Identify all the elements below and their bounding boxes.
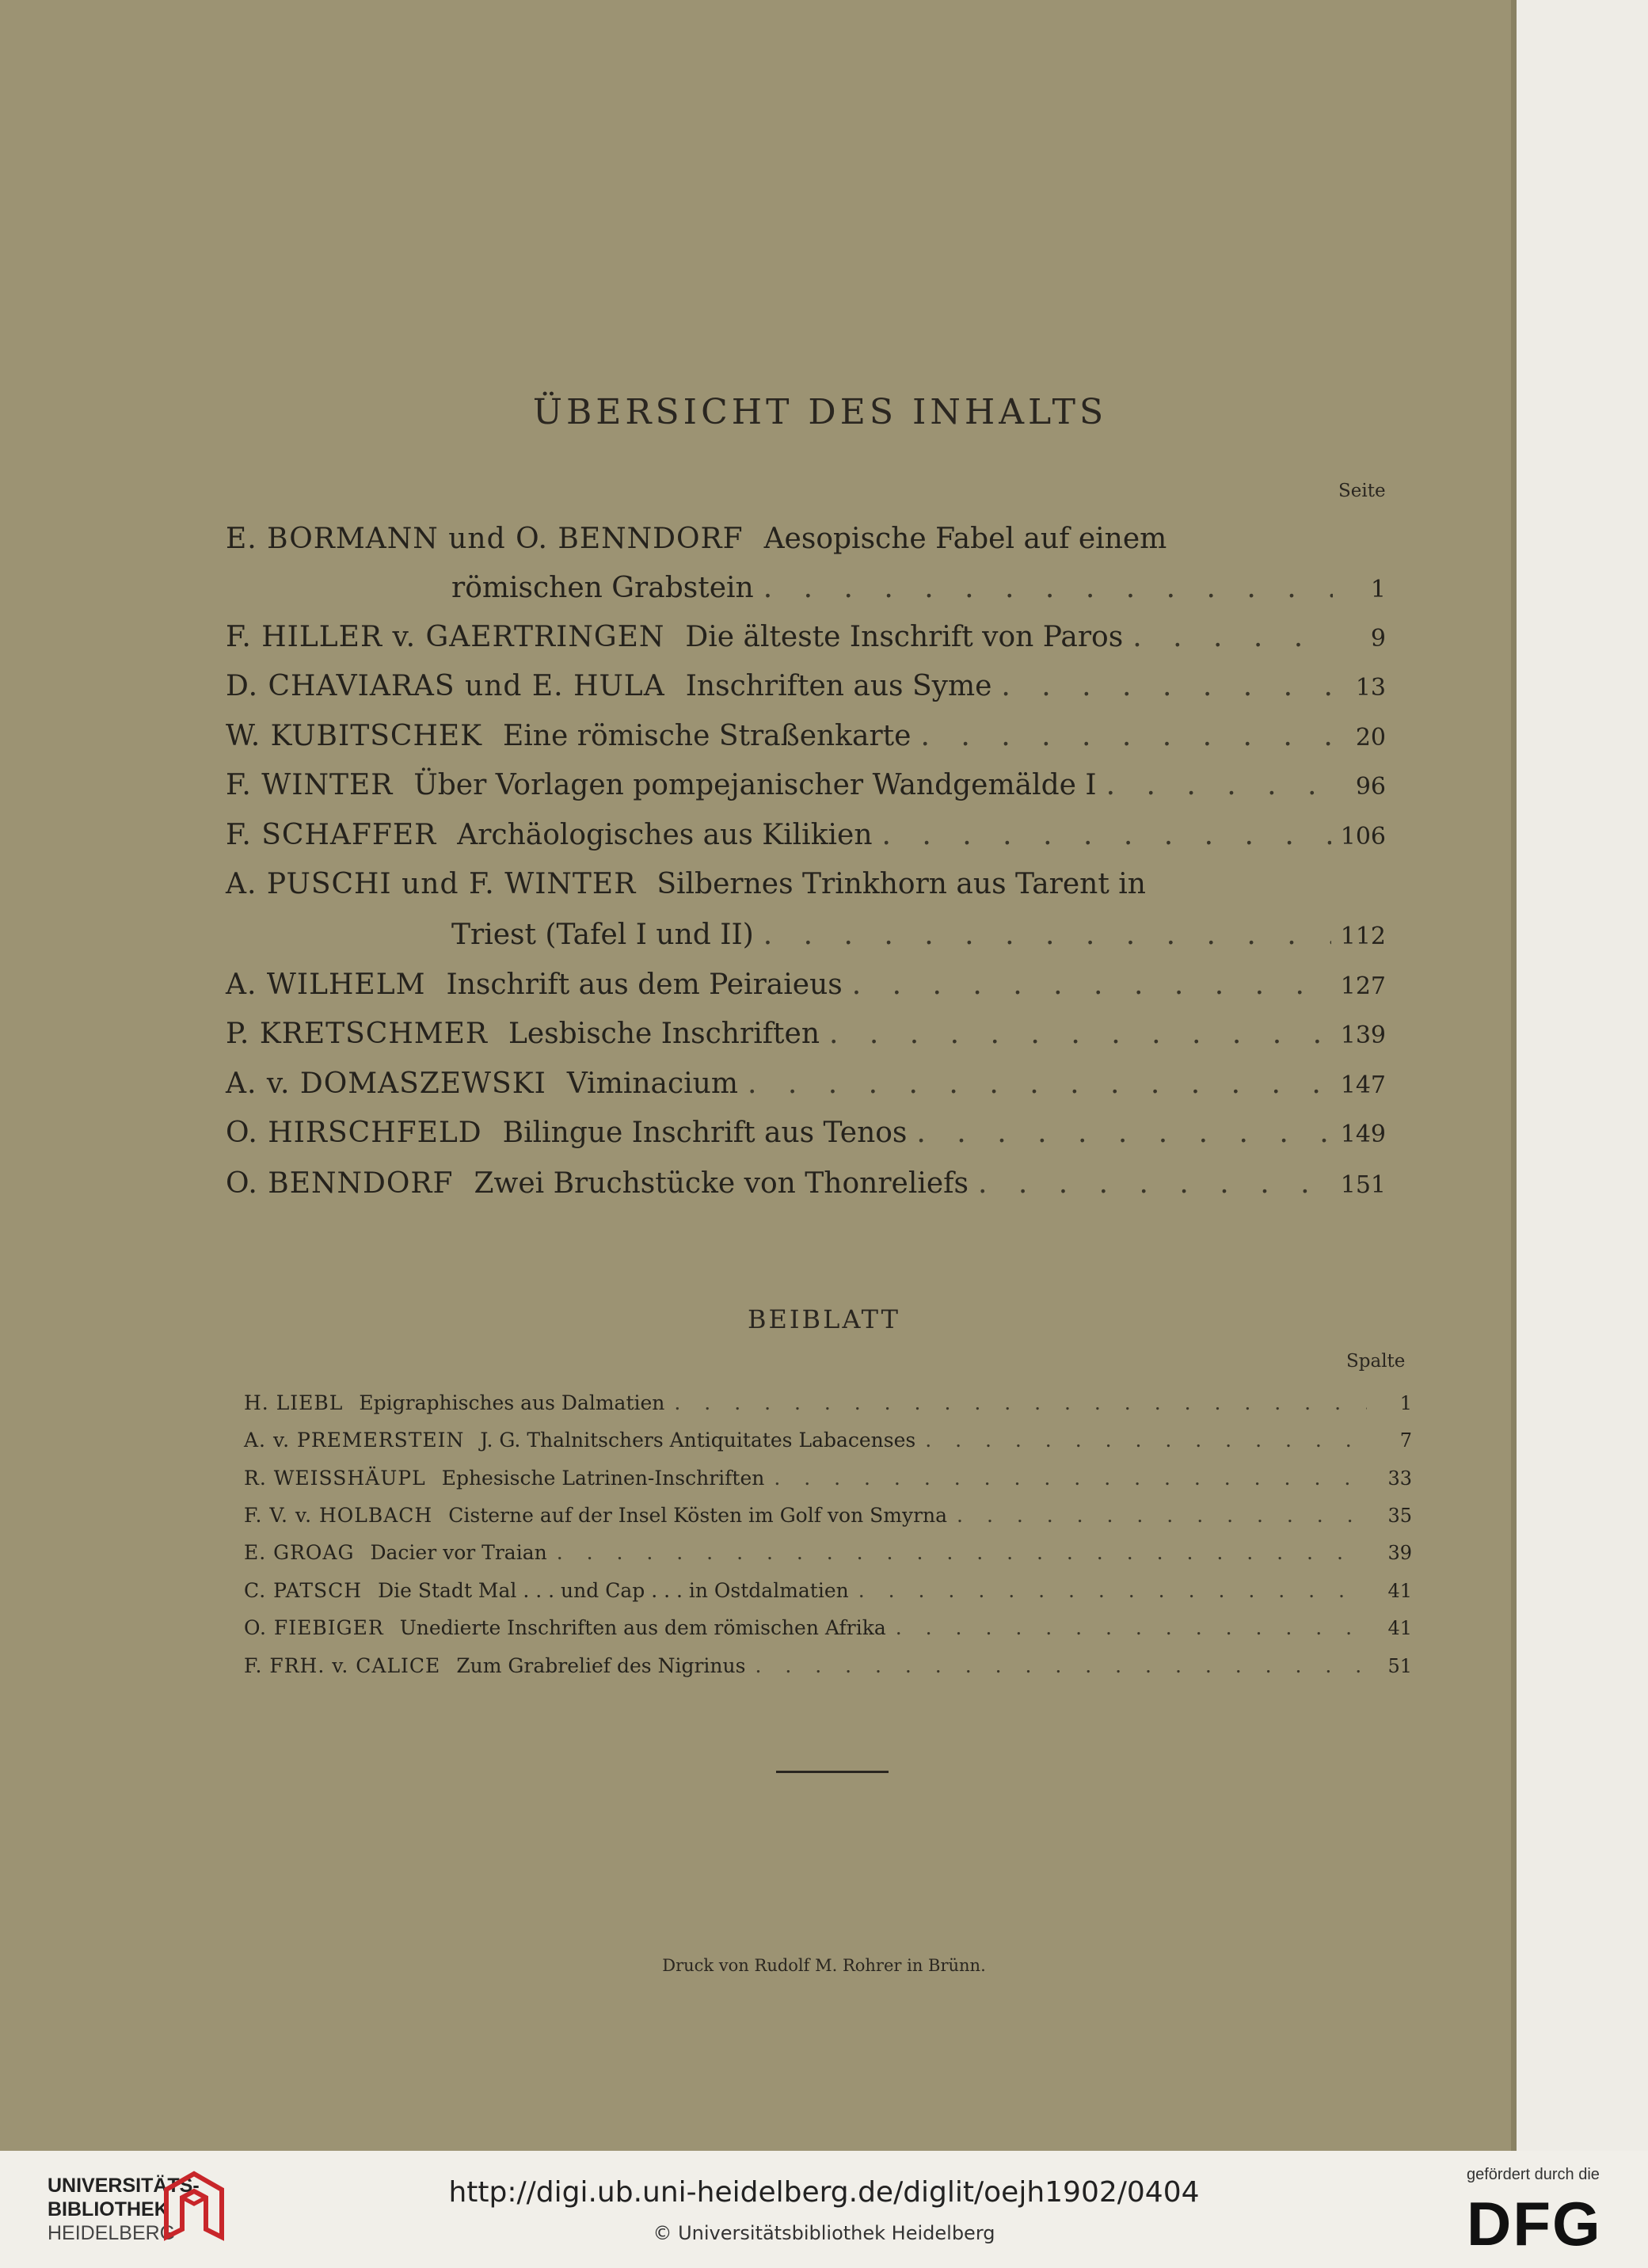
beiblatt-title: Cisterne auf der Insel Kösten im Golf von Smyrna [448, 1504, 948, 1527]
toc-author: O. HIRSCHFELD [226, 1117, 482, 1149]
beiblatt-title: Epigraphisches aus Dalmatien [359, 1391, 665, 1414]
toc-author: O. BENNDORF [226, 1167, 454, 1200]
beiblatt-author: F. FRH. v. CALICE [244, 1654, 441, 1677]
beiblatt-title: Die Stadt Mal . . . und Cap . . . in Ostdalmatien [378, 1579, 849, 1602]
closing-rule [776, 1771, 889, 1773]
page-edge [1511, 0, 1517, 2151]
toc-page: 147 [1340, 1071, 1386, 1099]
toc-author: A. WILHELM [226, 968, 426, 1001]
beiblatt-title: J. G. Thalnitschers Antiquitates Labacenses [480, 1429, 916, 1452]
toc-author: W. KUBITSCHEK [226, 720, 483, 752]
beiblatt-title: Ephesische Latrinen-Inschriften [441, 1467, 765, 1490]
toc-entry [226, 621, 1386, 653]
toc-page: 20 [1355, 724, 1386, 752]
beiblatt-title: Zum Grabrelief des Nigrinus [456, 1654, 746, 1677]
beiblatt-author: O. FIEBIGER [244, 1616, 384, 1639]
toc-title: Inschriften aus Syme [685, 670, 992, 702]
toc-entry [226, 670, 1386, 702]
toc-author: F. WINTER [226, 769, 394, 801]
toc-page: 9 [1370, 625, 1386, 653]
beiblatt-title: Unedierte Inschriften aus dem römischen Afrika [399, 1616, 886, 1639]
toc-entry [226, 1067, 1386, 1100]
beiblatt-entry [244, 1467, 1412, 1490]
leader-dots [852, 968, 1331, 1001]
toc-entry [226, 720, 1386, 752]
beiblatt-entry [244, 1654, 1412, 1677]
beiblatt-author: C. PATSCH [244, 1579, 363, 1602]
toc-title: Aesopische Fabel auf einem [763, 523, 1167, 555]
toc-author: F. HILLER v. GAERTRINGEN [226, 621, 665, 653]
toc-author: D. CHAVIARAS und E. HULA [226, 670, 665, 702]
leader-dots [674, 1391, 1367, 1414]
beiblatt-column: 35 [1387, 1505, 1412, 1527]
toc-page: 112 [1340, 923, 1386, 950]
toc-title: Inschrift aus dem Peiraieus [446, 968, 843, 1001]
leader-dots [763, 572, 1333, 604]
toc-page: 139 [1340, 1022, 1386, 1049]
library-name-line: BIBLIOTHEK [48, 2198, 169, 2220]
beiblatt-column: 41 [1387, 1617, 1412, 1639]
toc-page: 151 [1340, 1171, 1386, 1199]
beiblatt-column: 41 [1387, 1580, 1412, 1602]
toc-entry [226, 1117, 1386, 1149]
toc-column-label: Seite [1338, 481, 1386, 501]
beiblatt-author: F. V. v. HOLBACH [244, 1504, 433, 1527]
leader-dots [1001, 670, 1333, 702]
page-title: ÜBERSICHT DES INHALTS [532, 392, 1108, 432]
beiblatt-author: R. WEISSHÄUPL [244, 1467, 426, 1490]
beiblatt-entry [244, 1579, 1412, 1602]
copyright-notice: © Universitätsbibliothek Heidelberg [653, 2222, 995, 2244]
leader-dots [755, 1654, 1367, 1677]
leader-dots [557, 1541, 1367, 1564]
beiblatt-heading: BEIBLATT [748, 1304, 900, 1334]
toc-author: P. KRETSCHMER [226, 1018, 488, 1050]
leader-dots [957, 1504, 1367, 1527]
leader-dots [774, 1467, 1367, 1490]
toc-author: A. v. DOMASZEWSKI [226, 1067, 546, 1100]
toc-entry [226, 968, 1386, 1001]
viewer-footer [0, 2151, 1648, 2268]
toc-title: römischen Grabstein [451, 572, 754, 604]
toc-title: Über Vorlagen pompejanischer Wandgemälde I [413, 769, 1097, 801]
leader-dots [1132, 621, 1333, 653]
beiblatt-column: 1 [1399, 1392, 1412, 1414]
beiblatt-column: 39 [1387, 1542, 1412, 1564]
leader-dots [882, 819, 1331, 851]
funding-label: gefördert durch die [1467, 2166, 1600, 2183]
toc-entry [226, 819, 1386, 851]
toc-author: A. PUSCHI und F. WINTER [226, 868, 637, 900]
beiblatt-author: E. GROAG [244, 1541, 355, 1564]
toc-page: 127 [1340, 972, 1386, 1000]
printer-imprint: Druck von Rudolf M. Rohrer in Brünn. [662, 1956, 986, 1975]
beiblatt-column-label: Spalte [1346, 1351, 1406, 1372]
beiblatt-author: H. LIEBL [244, 1391, 344, 1414]
toc-title: Archäologisches aus Kilikien [457, 819, 873, 851]
right-margin [1517, 0, 1648, 2151]
beiblatt-entry [244, 1541, 1412, 1564]
leader-dots [916, 1117, 1330, 1149]
toc-author: E. BORMANN und O. BENNDORF [226, 523, 744, 555]
leader-dots [920, 720, 1333, 752]
toc-entry-continuation [451, 572, 1386, 604]
toc-title: Lesbische Inschriften [508, 1018, 820, 1050]
leader-dots [978, 1167, 1331, 1200]
leader-dots [896, 1616, 1367, 1639]
toc-page: 1 [1370, 576, 1386, 603]
toc-entry-continuation [451, 919, 1386, 951]
toc-entry [226, 1018, 1386, 1050]
toc-entry [226, 868, 1386, 900]
beiblatt-column: 33 [1387, 1467, 1412, 1490]
toc-title: Die älteste Inschrift von Paros [685, 621, 1124, 653]
toc-entry [226, 1167, 1386, 1200]
toc-page: 106 [1340, 823, 1386, 850]
toc-title: Bilingue Inschrift aus Tenos [502, 1117, 908, 1149]
leader-dots [1106, 769, 1333, 801]
permalink-url[interactable]: http://digi.ub.uni-heidelberg.de/diglit/oejh1902/0404 [448, 2176, 1200, 2209]
toc-page: 96 [1355, 773, 1386, 801]
beiblatt-title: Dacier vor Traian [370, 1541, 547, 1564]
toc-title: Eine römische Straßenkarte [503, 720, 912, 752]
beiblatt-entry [244, 1616, 1412, 1639]
beiblatt-entry [244, 1504, 1412, 1527]
toc-entry [226, 523, 1386, 555]
beiblatt-entry [244, 1391, 1412, 1414]
dfg-logo: DFG [1467, 2189, 1602, 2258]
toc-title: Triest (Tafel I und II) [451, 919, 754, 951]
leader-dots [763, 919, 1331, 951]
beiblatt-column: 51 [1387, 1655, 1412, 1677]
toc-title: Viminacium [566, 1067, 738, 1100]
toc-page: 149 [1340, 1121, 1386, 1148]
toc-title: Silbernes Trinkhorn aus Tarent in [657, 868, 1146, 900]
library-name-line: HEIDELBERG [48, 2222, 176, 2244]
beiblatt-entry [244, 1429, 1412, 1452]
leader-dots [925, 1429, 1367, 1452]
beiblatt-column: 7 [1399, 1429, 1412, 1452]
leader-dots [858, 1579, 1367, 1602]
beiblatt-author: A. v. PREMERSTEIN [244, 1429, 465, 1452]
leader-dots [829, 1018, 1331, 1050]
toc-author: F. SCHAFFER [226, 819, 437, 851]
toc-title: Zwei Bruchstücke von Thonreliefs [474, 1167, 969, 1200]
toc-entry [226, 769, 1386, 801]
library-name-line: UNIVERSITÄTS- [48, 2175, 200, 2197]
toc-page: 13 [1355, 674, 1386, 702]
leader-dots [748, 1067, 1331, 1100]
